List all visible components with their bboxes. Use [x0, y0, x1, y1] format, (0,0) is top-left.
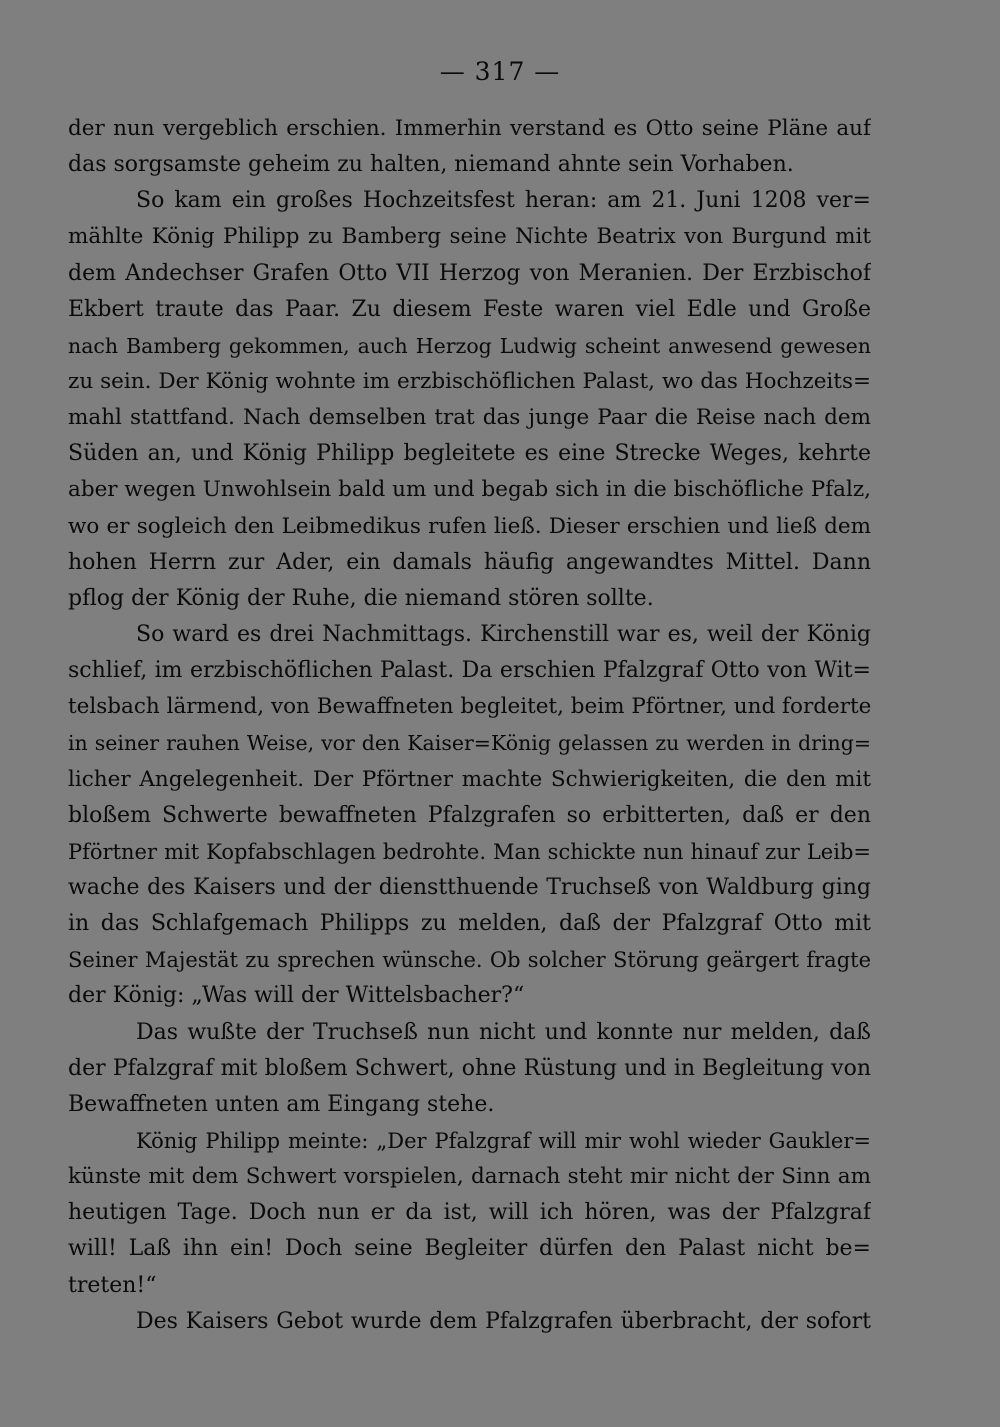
text-line: licher Angelegenheit. Der Pförtner machte Schwierigkeiten, die den mit — [68, 766, 871, 792]
text-line: bloßem Schwerte bewaffneten Pfalzgrafen so erbitterten, daß er den — [68, 802, 871, 828]
text-line: will! Laß ihn ein! Doch seine Begleiter dürfen den Palast nicht be= — [68, 1236, 871, 1262]
text-line: Süden an, und König Philipp begleitete es eine Strecke Weges, kehrte — [68, 441, 871, 467]
text-line: wo er sogleich den Leibmedikus rufen ließ. Dieser erschien und ließ dem — [68, 513, 871, 539]
text-line: mahl stattfand. Nach demselben trat das junge Paar die Reise nach dem — [68, 405, 871, 431]
text-line: Des Kaisers Gebot wurde dem Pfalzgrafen überbracht, der sofort — [136, 1308, 871, 1334]
body-text — [68, 111, 871, 1340]
text-line: hohen Herrn zur Ader, ein damals häufig angewandtes Mittel. Dann — [68, 549, 871, 575]
text-line: aber wegen Unwohlsein bald um und begab sich in die bischöfliche Pfalz, — [68, 477, 871, 503]
text-line: der Pfalzgraf mit bloßem Schwert, ohne Rüstung und in Begleitung von — [68, 1055, 871, 1081]
text-line: der nun vergeblich erschien. Immerhin verstand es Otto seine Pläne auf — [68, 116, 871, 141]
text-line: wache des Kaisers und der dienstthuende Truchseß von Waldburg ging — [68, 874, 871, 900]
text-line: Ekbert traute das Paar. Zu diesem Feste waren viel Edle und Große — [68, 296, 871, 322]
text-line: in seiner rauhen Weise, vor den Kaiser=König gelassen zu werden in dring= — [68, 731, 871, 756]
text-line: das sorgsamste geheim zu halten, niemand ahnte sein Vorhaben. — [68, 152, 794, 178]
text-line: dem Andechser Grafen Otto VII Herzog von Meranien. Der Erzbischof — [68, 260, 871, 286]
text-line: Das wußte der Truchseß nun nicht und konnte nur melden, daß — [136, 1019, 871, 1045]
text-line: künste mit dem Schwert vorspielen, darnach steht mir nicht der Sinn am — [68, 1164, 871, 1190]
text-line: So ward es drei Nachmittags. Kirchenstill war es, weil der König — [136, 621, 871, 647]
text-line: telsbach lärmend, von Bewaffneten begleitet, beim Pförtner, und forderte — [68, 694, 871, 720]
text-line: Pförtner mit Kopfabschlagen bedrohte. Man schickte nun hinauf zur Leib= — [68, 839, 871, 864]
text-line: schlief, im erzbischöflichen Palast. Da erschien Pfalzgraf Otto von Wit= — [68, 658, 871, 684]
text-line: Bewaffneten unten am Eingang stehe. — [68, 1091, 495, 1117]
text-line: nach Bamberg gekommen, auch Herzog Ludwig scheint anwesend gewesen — [68, 333, 871, 358]
text-line: Seiner Majestät zu sprechen wünsche. Ob solcher Störung geärgert fragte — [68, 948, 871, 973]
text-line: heutigen Tage. Doch nun er da ist, will ich hören, was der Pfalzgraf — [68, 1200, 871, 1226]
text-line: in das Schlafgemach Philipps zu melden, daß der Pfalzgraf Otto mit — [68, 911, 871, 937]
text-line: der König: „Was will der Wittelsbacher?“ — [68, 983, 525, 1009]
text-line: mählte König Philipp zu Bamberg seine Nichte Beatrix von Burgund mit — [68, 224, 871, 250]
page-number: — 317 — — [439, 57, 561, 86]
text-line: pflog der König der Ruhe, die niemand stören sollte. — [68, 585, 654, 611]
text-line: So kam ein großes Hochzeitsfest heran: am 21. Juni 1208 ver= — [136, 188, 871, 214]
text-line: zu sein. Der König wohnte im erzbischöflichen Palast, wo das Hochzeits= — [68, 368, 871, 394]
text-line: treten!“ — [68, 1272, 157, 1298]
text-line: König Philipp meinte: „Der Pfalzgraf will mir wohl wieder Gaukler= — [136, 1128, 871, 1153]
